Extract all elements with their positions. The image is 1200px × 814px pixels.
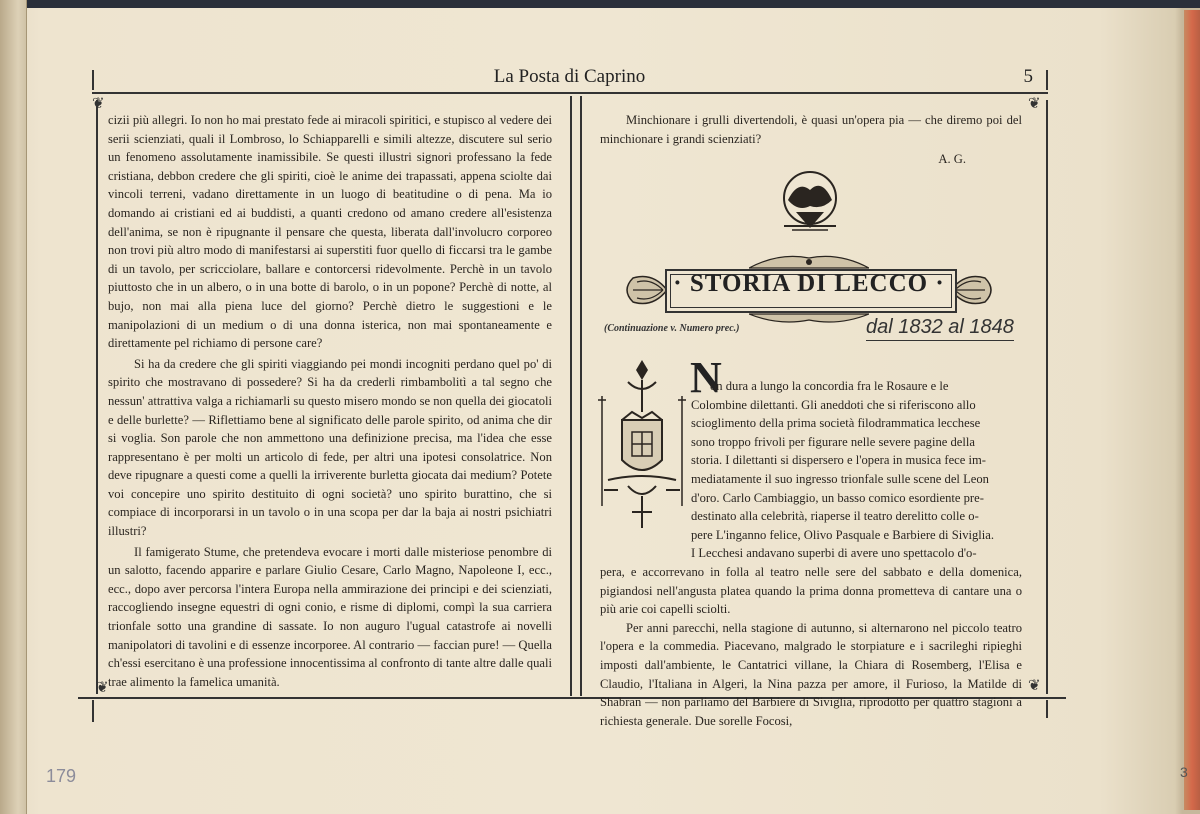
header-rule — [92, 92, 1048, 94]
running-header — [92, 66, 1047, 92]
text-line: d'oro. Carlo Cambiaggio, un basso comico esordiente pre- — [691, 490, 984, 505]
left-column-text — [108, 111, 552, 691]
section-title-text: STORIA DI LECCO — [689, 270, 929, 297]
date-range: dal 1832 al 1848 — [866, 316, 1014, 341]
paragraph: pera, e accorrevano in folla al teatro nelle sere del sabbato e della domenica, pigiandosi nell'angusta platea quando la prima donna prometteva di cantare una o più arie coi capelli sciolti. — [600, 565, 1022, 617]
journal-title: La Posta di Caprino — [493, 66, 646, 87]
vignette-icon — [778, 170, 842, 234]
corner-ornament-icon: ❦ — [1028, 678, 1041, 694]
paragraph: Il famigerato Stume, che pretendeva evocare i morti dalle misteriose penombre di un salotto, facendo apparire e parlare Giulio Cesare, Carlo Magno, Napoleone I, ecc., ecc., dopo aver percorsa l'intera Europa nella ammirazione dei principi e dei scienziati, raccogliendo insegne equestri di ogni conio, e risme di diplomi, compì la sua carriera trionfale sotto una grandine di sassate. Io non auguro l'ugual catastrofe ai novelli manipolatori di tavolini e di essenze incorporee. Al contrario — faccian pure! — Quella ch'essi esercitano è una professione innocentissima al confronto di tante altre dalle quali trae alimento la famelica umanità. — [108, 544, 552, 689]
edge-number: 3 — [1180, 764, 1188, 780]
right-frame-line — [1046, 100, 1048, 694]
text-line: mediatamente il suo ingresso trionfale sulle scene del Leon — [691, 471, 989, 486]
column-divider-right — [580, 96, 582, 696]
continuation-note: (Continuazione v. Numero prec.) — [604, 323, 740, 334]
signature: A. G. — [938, 152, 966, 167]
footer-tick-right — [1046, 700, 1048, 718]
text-line: scioglimento della prima società filodrammatica lecchese — [691, 416, 981, 431]
paragraph: Minchionare i grulli divertendoli, è quasi un'opera pia — che diremo poi del minchionare i grandi scienziati? — [600, 113, 1022, 146]
right-column-body-wrapped — [691, 377, 1022, 563]
section-title: · STORIA DI LECCO · — [673, 270, 945, 297]
footer-tick-left — [92, 700, 94, 722]
right-column-top — [600, 111, 1022, 169]
text-line: pere L'inganno felice, Olivo Pasquale e Barbiere di Siviglia. — [691, 527, 995, 542]
header-tick-right — [1046, 70, 1048, 90]
text-line: on dura a lungo la concordia fra le Rosaure e le — [710, 379, 949, 393]
right-column-body — [600, 563, 1022, 730]
corner-ornament-icon: ❦ — [1028, 96, 1041, 112]
handwritten-folio-number: 179 — [46, 766, 77, 786]
page-number: 5 — [1023, 66, 1033, 87]
text-line: Colombine dilettanti. Gli aneddoti che si riferiscono allo — [691, 397, 976, 412]
paragraph: cizii più allegri. Io non ho mai prestato fede ai miracoli spiritici, e stupisco al vedere dei serii scienziati, quali il Lombroso, lo Schiapparelli e simili altezze, discutere sul serio un fenomeno assolutamente inamissibile. Se questi illustri signori professano la fede cristiana, debbon credere che gli spiriti, cioè le anime dei trapassati, appena sciolte dai vincoli terreni, vadano direttamente in un luogo di beatitudine o di pena. Ma io domando ai cristiani ed ai buddisti, a quanti credono od amano credere all'esistenza dell'anima, se non è ripugnante il pensare che questa, liberata dall'involucro corporeo non trovi più altro modo di manifestarsi ai superstiti fuor quello di ficcarsi tra le gambe di un tavolo, per scricciolare, ballare e contorcersi ridevolmente. Perchè in un tavolo piuttosto che in un albero, o in una botte di barolo, o in un popone? Perchè di notte, al bujo, non mai alla piena luce del giorno? Perchè dietro le suggestioni e le manipolazioni di un medium o di una donna isterica, non mai spontaneamente e direttamente pel richiamo di persone care? — [108, 113, 552, 351]
corner-ornament-icon: ❦ — [96, 680, 109, 696]
corner-ornament-icon: ❦ — [92, 96, 105, 112]
text-line: I Lecchesi andavano superbi di avere uno spettacolo d'o- — [691, 546, 977, 561]
scan-border — [0, 0, 1200, 8]
crest-ornament-icon — [749, 312, 869, 326]
text-line: destinato alla celebrità, riaperse il teatro derelitto colle o- — [691, 509, 979, 524]
paragraph: Si ha da credere che gli spiriti viaggiando pei mondi incogniti perdano quel po' di spirito che mostravano di possedere? Si ha da crederli rimbambolitì a tal segno che nessun' attrattiva valga a richiamarli su questo misero mondo se non quella dei giocatoli e delle burlette? — Riflettiamo bene al significato delle parole spirito, od anima che dir si voglia. Son parole che non ammettono una definizione precisa, ma l'idea che esse rappresentano è per molti un articolo di fede, per altri una ipotesi consolatrice. Non deve ripugnare a questi come a quelli la irriverente burletta giocata dai medium? Potete voi concepire uno spirito destituito di ogni società? uno spirito burattino, che si compiace di incorporarsi in un tavolo o in una scopa per dar la baja ai nostri psichiatri illustri? — [108, 356, 552, 539]
crest-ornament-icon — [749, 252, 869, 270]
text-line: storia. I dilettanti si dispersero e l'opera in musica fece im- — [691, 453, 986, 468]
column-divider-left — [570, 96, 572, 696]
left-page-edge — [0, 0, 27, 814]
text-line: sono troppo frivoli per figurare nelle severe pagine della — [691, 434, 975, 449]
book-cover-edge — [1184, 10, 1200, 810]
section-title-banner — [623, 262, 995, 322]
paragraph: Per anni parecchi, nella stagione di autunno, si alternarono nel piccolo teatro l'opera e la commedia. Piacevano, malgrado le storpiature e i sacrileghi ripieghi imposti dall'ambiente, le Cantatrici villane, la Chiara di Rosemberg, l'Elisa e Claudio, l'Italiana in Algeri, la Nina pazza per amore, il Furioso, la Matilde di Shabran — non parliamo del Barbiere di Siviglia, riprodotto per quattro stagioni a richiesta generale. Due sorelle Focosi, — [600, 620, 1022, 728]
left-frame-line — [96, 100, 98, 694]
header-tick-left — [92, 70, 94, 90]
drop-cap: N — [690, 353, 722, 402]
coat-of-arms-icon — [598, 356, 686, 532]
